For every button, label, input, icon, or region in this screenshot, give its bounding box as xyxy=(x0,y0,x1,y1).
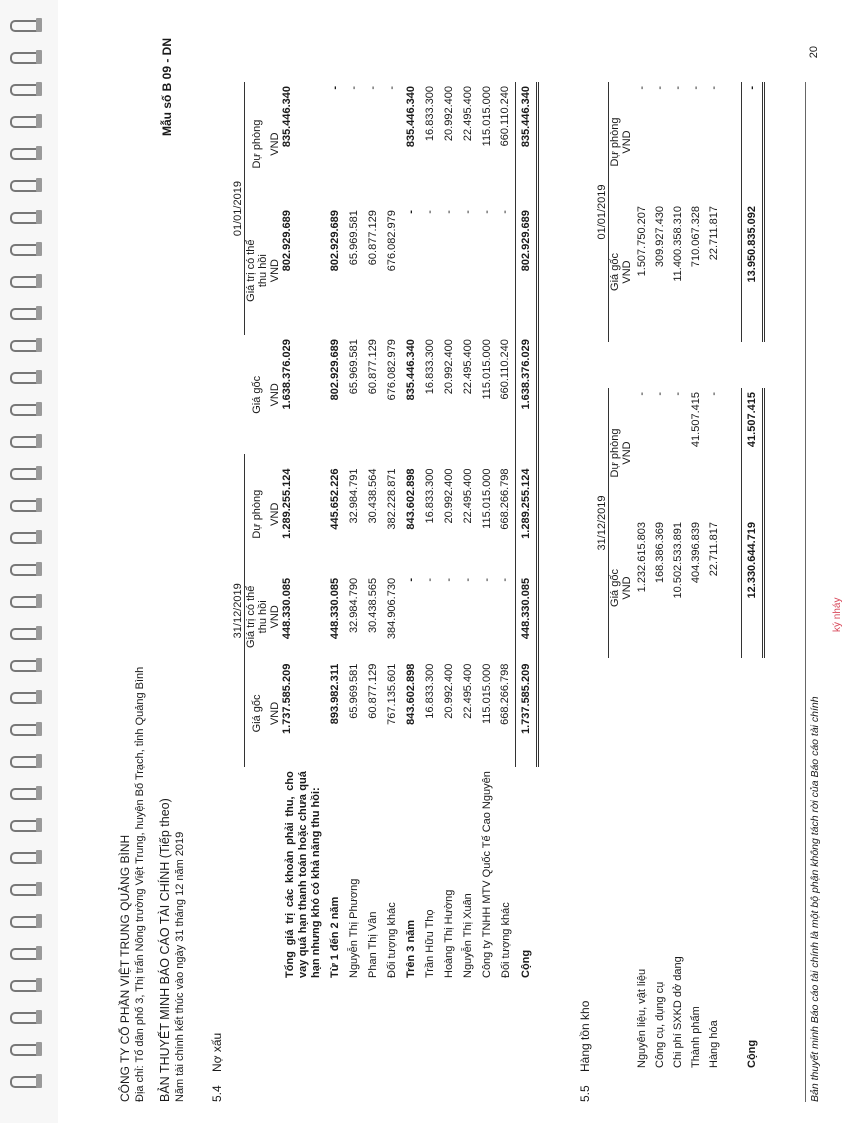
table-cell: - xyxy=(672,86,684,90)
footer-note: Bản thuyết minh Báo cáo tài chính là một bộ phận không tách rời của Báo cáo tài chính xyxy=(805,82,821,1102)
table-cell: - xyxy=(328,86,341,90)
table-cell: - xyxy=(366,86,379,90)
table-cell: 30.438.564 xyxy=(366,468,379,524)
table-cell: 676.082.979 xyxy=(385,339,398,401)
table-cell: Tổng giá trị các khoản phải thu, cho vay quá hạn thanh toán hoặc chưa quá hạn nhưng khó có khả năng thu hồi: xyxy=(283,771,322,978)
table-row xyxy=(633,82,651,1072)
table-cell: Trên 3 năm xyxy=(404,919,417,978)
table-cell: - xyxy=(636,392,648,396)
binding-ring xyxy=(6,242,46,256)
binding-ring xyxy=(6,114,46,128)
table-cell: Công ty TNHH MTV Quốc Tế Cao Nguyên xyxy=(480,771,493,978)
table-cell: - xyxy=(672,392,684,396)
table-header-row xyxy=(609,82,622,1072)
column-header: Dự phòng xyxy=(251,489,263,539)
table-cell: - xyxy=(636,86,648,90)
table-cell: 10.502.533.891 xyxy=(672,522,684,599)
table-row xyxy=(477,82,496,982)
table-cell: 115.015.000 xyxy=(480,339,493,400)
table-cell: 115.015.000 xyxy=(480,468,493,529)
table-cell: 20.992.400 xyxy=(442,86,455,142)
table-cell: 60.877.129 xyxy=(366,663,379,719)
table-cell: 843.602.898 xyxy=(404,468,417,530)
binding-ring xyxy=(6,754,46,768)
table-row xyxy=(363,82,382,982)
table-cell: Hàng hóa xyxy=(708,1020,720,1068)
table-row xyxy=(687,82,705,1072)
table-cell: 12.330.644.719 xyxy=(741,518,763,658)
binding-ring xyxy=(6,850,46,864)
table-cell: - xyxy=(708,86,720,90)
binding-ring xyxy=(6,882,46,896)
report-title: BẢN THUYẾT MINH BÁO CÁO TÀI CHÍNH (Tiếp theo) xyxy=(158,798,172,1102)
table-cell: 1.638.376.029 xyxy=(281,339,293,410)
table-cell: 22.495.400 xyxy=(461,663,474,719)
table-cell: 65.969.581 xyxy=(347,210,360,266)
form-number: Mẫu số B 09 - DN xyxy=(160,38,174,137)
table-cell: 384.906.730 xyxy=(385,577,398,640)
binding-ring xyxy=(6,210,46,224)
table-cell: Hoàng Thị Hường xyxy=(442,889,455,978)
unit-label: VND xyxy=(269,383,281,407)
table-cell: 65.969.581 xyxy=(347,339,360,395)
table-period-row xyxy=(596,82,609,1072)
table-cell: - xyxy=(385,86,398,90)
binding-ring xyxy=(6,146,46,160)
table-cell: 16.833.300 xyxy=(423,339,436,395)
table-cell: 1.737.585.209 xyxy=(281,663,293,735)
column-header: Giá gốc xyxy=(609,569,621,607)
table-cell: 65.969.581 xyxy=(347,663,360,719)
table-cell: 448.330.085 xyxy=(281,577,293,640)
table-cell: 448.330.085 xyxy=(328,577,341,640)
binding-ring xyxy=(6,338,46,352)
binding-ring xyxy=(6,1042,46,1056)
binding-ring xyxy=(6,658,46,672)
binding-ring xyxy=(6,1010,46,1024)
table-cell: Công cụ, dụng cụ xyxy=(654,981,666,1068)
table-cell: - xyxy=(347,86,360,90)
company-address: Địa chỉ: Tổ dân phố 3, Thị trấn Nông trường Việt Trung, huyện Bố Trạch, tỉnh Quảng Bình xyxy=(134,666,146,1102)
column-header: Giá gốc xyxy=(250,375,263,414)
table-cell: 32.984.791 xyxy=(347,468,360,524)
binding-ring xyxy=(6,722,46,736)
table-cell: 835.446.340 xyxy=(281,86,293,148)
bad-debt-table xyxy=(232,82,539,982)
table-cell: 13.950.835.092 xyxy=(741,202,763,342)
table-cell: 668.266.798 xyxy=(499,663,512,725)
unit-label: VND xyxy=(269,701,281,726)
period-header: 31/12/2019 xyxy=(232,454,245,767)
binding-ring xyxy=(6,18,46,32)
table-cell: Thành phẩm xyxy=(690,1006,702,1068)
table-total-row xyxy=(515,82,537,982)
binding-ring xyxy=(6,562,46,576)
binding-ring xyxy=(6,306,46,320)
unit-label: VND xyxy=(269,132,281,156)
period-header: 31/12/2019 xyxy=(596,388,609,658)
table-cell: 16.833.300 xyxy=(423,86,436,142)
table-cell: Chi phí SXKD dở dang xyxy=(672,956,684,1068)
table-cell: - xyxy=(499,210,512,214)
section-title: Nợ xấu xyxy=(210,1032,224,1072)
unit-label: VND xyxy=(621,130,633,154)
table-cell: Đối tượng khác xyxy=(385,902,398,978)
table-row xyxy=(401,82,420,982)
table-cell: - xyxy=(404,210,417,214)
table-cell: 60.877.129 xyxy=(366,339,379,395)
section-title: Hàng tồn kho xyxy=(578,1000,592,1072)
table-cell: 710.067.328 xyxy=(690,206,702,268)
binding-ring xyxy=(6,82,46,96)
table-cell: - xyxy=(404,577,417,582)
table-cell: 1.289.255.124 xyxy=(515,454,537,573)
table-cell: 448.330.085 xyxy=(515,574,537,660)
table-cell: 843.602.898 xyxy=(404,663,417,725)
table-cell: - xyxy=(423,210,436,214)
table-cell: 32.984.790 xyxy=(347,577,360,633)
document-page xyxy=(58,0,843,1123)
unit-label: VND xyxy=(621,576,633,600)
table-cell: - xyxy=(499,577,512,582)
binding-ring xyxy=(6,786,46,800)
binding-ring xyxy=(6,498,46,512)
table-cell: Nguyên liệu, vật liệu xyxy=(636,968,648,1068)
table-cell: 802.929.689 xyxy=(328,210,341,272)
binding-ring xyxy=(6,594,46,608)
section-number: 5.4 xyxy=(210,1085,224,1102)
table-cell: 893.982.311 xyxy=(328,663,341,725)
table-row xyxy=(669,82,687,1072)
binding-ring xyxy=(6,530,46,544)
table-cell: - xyxy=(690,86,702,90)
inventory-table xyxy=(596,82,765,1072)
binding-ring xyxy=(6,370,46,384)
table-cell: - xyxy=(654,392,666,396)
column-header: Dự phòng xyxy=(251,119,263,169)
table-cell: Nguyễn Thị Xuân xyxy=(461,893,474,978)
table-unit-row xyxy=(621,82,633,1072)
table-cell: 22.495.400 xyxy=(461,468,474,524)
table-cell: Đối tượng khác xyxy=(499,902,512,978)
binding-ring xyxy=(6,178,46,192)
table-cell: - xyxy=(423,577,436,582)
binding-ring xyxy=(6,914,46,928)
table-cell: 11.400.358.310 xyxy=(672,206,684,282)
handwritten-initials: ký nháy xyxy=(832,597,843,632)
unit-label: VND xyxy=(621,441,633,465)
company-name: CÔNG TY CỔ PHẦN VIỆT TRUNG QUẢNG BÌNH xyxy=(118,834,132,1102)
table-cell: 115.015.000 xyxy=(480,663,493,725)
table-header-row xyxy=(245,82,270,982)
binding-ring xyxy=(6,690,46,704)
unit-label: VND xyxy=(269,605,281,629)
column-header: Giá gốc xyxy=(609,253,621,291)
table-cell: - xyxy=(461,210,474,214)
table-cell: 22.495.400 xyxy=(461,339,474,395)
table-cell: Từ 1 đến 2 năm xyxy=(328,896,341,978)
table-cell: 668.266.798 xyxy=(499,468,512,530)
binding-ring xyxy=(6,50,46,64)
binding-ring xyxy=(6,466,46,480)
table-cell: 22.711.817 xyxy=(708,522,720,577)
table-cell: 835.446.340 xyxy=(404,339,417,401)
table-cell: 41.507.415 xyxy=(741,388,763,518)
table-cell: 20.992.400 xyxy=(442,663,455,719)
table-row xyxy=(325,82,344,982)
table-cell: 445.652.226 xyxy=(328,468,341,530)
table-cell: Trần Hữu Thọ xyxy=(423,909,436,978)
table-row xyxy=(281,82,325,982)
binding-ring xyxy=(6,978,46,992)
table-cell: 676.082.979 xyxy=(385,210,398,272)
column-header: Giá trị có thể thu hồi xyxy=(245,239,269,302)
table-cell: 802.929.689 xyxy=(281,210,293,272)
binding-ring xyxy=(6,274,46,288)
binding-ring xyxy=(6,1074,46,1088)
table-row xyxy=(420,82,439,982)
binding-ring xyxy=(6,818,46,832)
table-cell: - xyxy=(442,210,455,214)
table-cell: 22.495.400 xyxy=(461,86,474,142)
table-cell: 115.015.000 xyxy=(480,86,493,147)
table-cell: 1.232.615.803 xyxy=(636,522,648,593)
table-cell: 41.507.415 xyxy=(690,392,702,448)
table-cell: - xyxy=(480,577,493,582)
table-cell: 660.110.240 xyxy=(499,86,512,147)
table-cell: 767.135.601 xyxy=(385,663,398,725)
table-cell: 660.110.240 xyxy=(499,339,512,400)
table-cell: 835.446.340 xyxy=(404,86,417,148)
table-cell: 309.927.430 xyxy=(654,206,666,268)
table-row xyxy=(496,82,515,982)
column-header: Dự phòng xyxy=(609,117,621,167)
table-period-row xyxy=(232,82,245,982)
table-cell: 1.737.585.209 xyxy=(515,660,537,768)
binding-ring xyxy=(6,402,46,416)
table-cell: Nguyễn Thị Phương xyxy=(347,878,360,978)
section-number: 5.5 xyxy=(578,1085,592,1102)
column-header: Giá gốc xyxy=(251,694,263,733)
column-header: Giá trị có thể thu hồi xyxy=(245,585,269,648)
table-cell: 1.507.750.207 xyxy=(636,206,648,277)
table-cell: 20.992.400 xyxy=(442,339,455,395)
table-row xyxy=(439,82,458,982)
column-header: Dự phòng xyxy=(609,428,621,478)
table-cell: - xyxy=(442,577,455,582)
table-cell: 20.992.400 xyxy=(442,468,455,524)
table-cell: Cộng xyxy=(746,1039,758,1068)
table-cell: 835.446.340 xyxy=(515,82,537,206)
table-cell: - xyxy=(654,86,666,90)
table-cell: 16.833.300 xyxy=(423,468,436,524)
table-cell: 22.711.817 xyxy=(708,206,720,261)
period-header: 01/01/2019 xyxy=(596,82,609,342)
page-number: 20 xyxy=(808,46,820,59)
period-header: 01/01/2019 xyxy=(232,82,245,335)
unit-label: VND xyxy=(621,260,633,284)
table-cell: - xyxy=(708,392,720,396)
table-cell: 16.833.300 xyxy=(423,663,436,719)
table-cell: Phan Thị Vân xyxy=(366,911,379,978)
binding-ring xyxy=(6,626,46,640)
table-cell: - xyxy=(741,82,763,202)
table-cell: 30.438.565 xyxy=(366,577,379,633)
table-cell: 802.929.689 xyxy=(328,339,341,401)
report-period: Năm tài chính kết thúc vào ngày 31 tháng 12 năm 2019 xyxy=(174,831,186,1102)
table-row xyxy=(344,82,363,982)
table-cell: 1.289.255.124 xyxy=(281,468,293,539)
unit-label: VND xyxy=(269,502,281,526)
table-row xyxy=(651,82,669,1072)
spiral-binding xyxy=(0,0,58,1123)
table-row xyxy=(705,82,723,1072)
table-row xyxy=(382,82,401,982)
table-cell: - xyxy=(480,210,493,214)
table-cell: 168.386.369 xyxy=(654,522,666,584)
table-cell: 382.228.871 xyxy=(385,468,398,530)
table-cell: 404.396.839 xyxy=(690,522,702,584)
unit-label: VND xyxy=(269,259,281,283)
table-unit-row xyxy=(269,82,281,982)
binding-ring xyxy=(6,946,46,960)
table-row xyxy=(458,82,477,982)
table-cell: 60.877.129 xyxy=(366,210,379,266)
table-cell: 802.929.689 xyxy=(515,206,537,335)
rotated-page-content xyxy=(98,22,843,1102)
table-cell: Cộng xyxy=(520,949,532,978)
binding-ring xyxy=(6,434,46,448)
table-total-row xyxy=(741,82,763,1072)
table-cell: 1.638.376.029 xyxy=(515,335,537,454)
table-cell: - xyxy=(461,577,474,582)
